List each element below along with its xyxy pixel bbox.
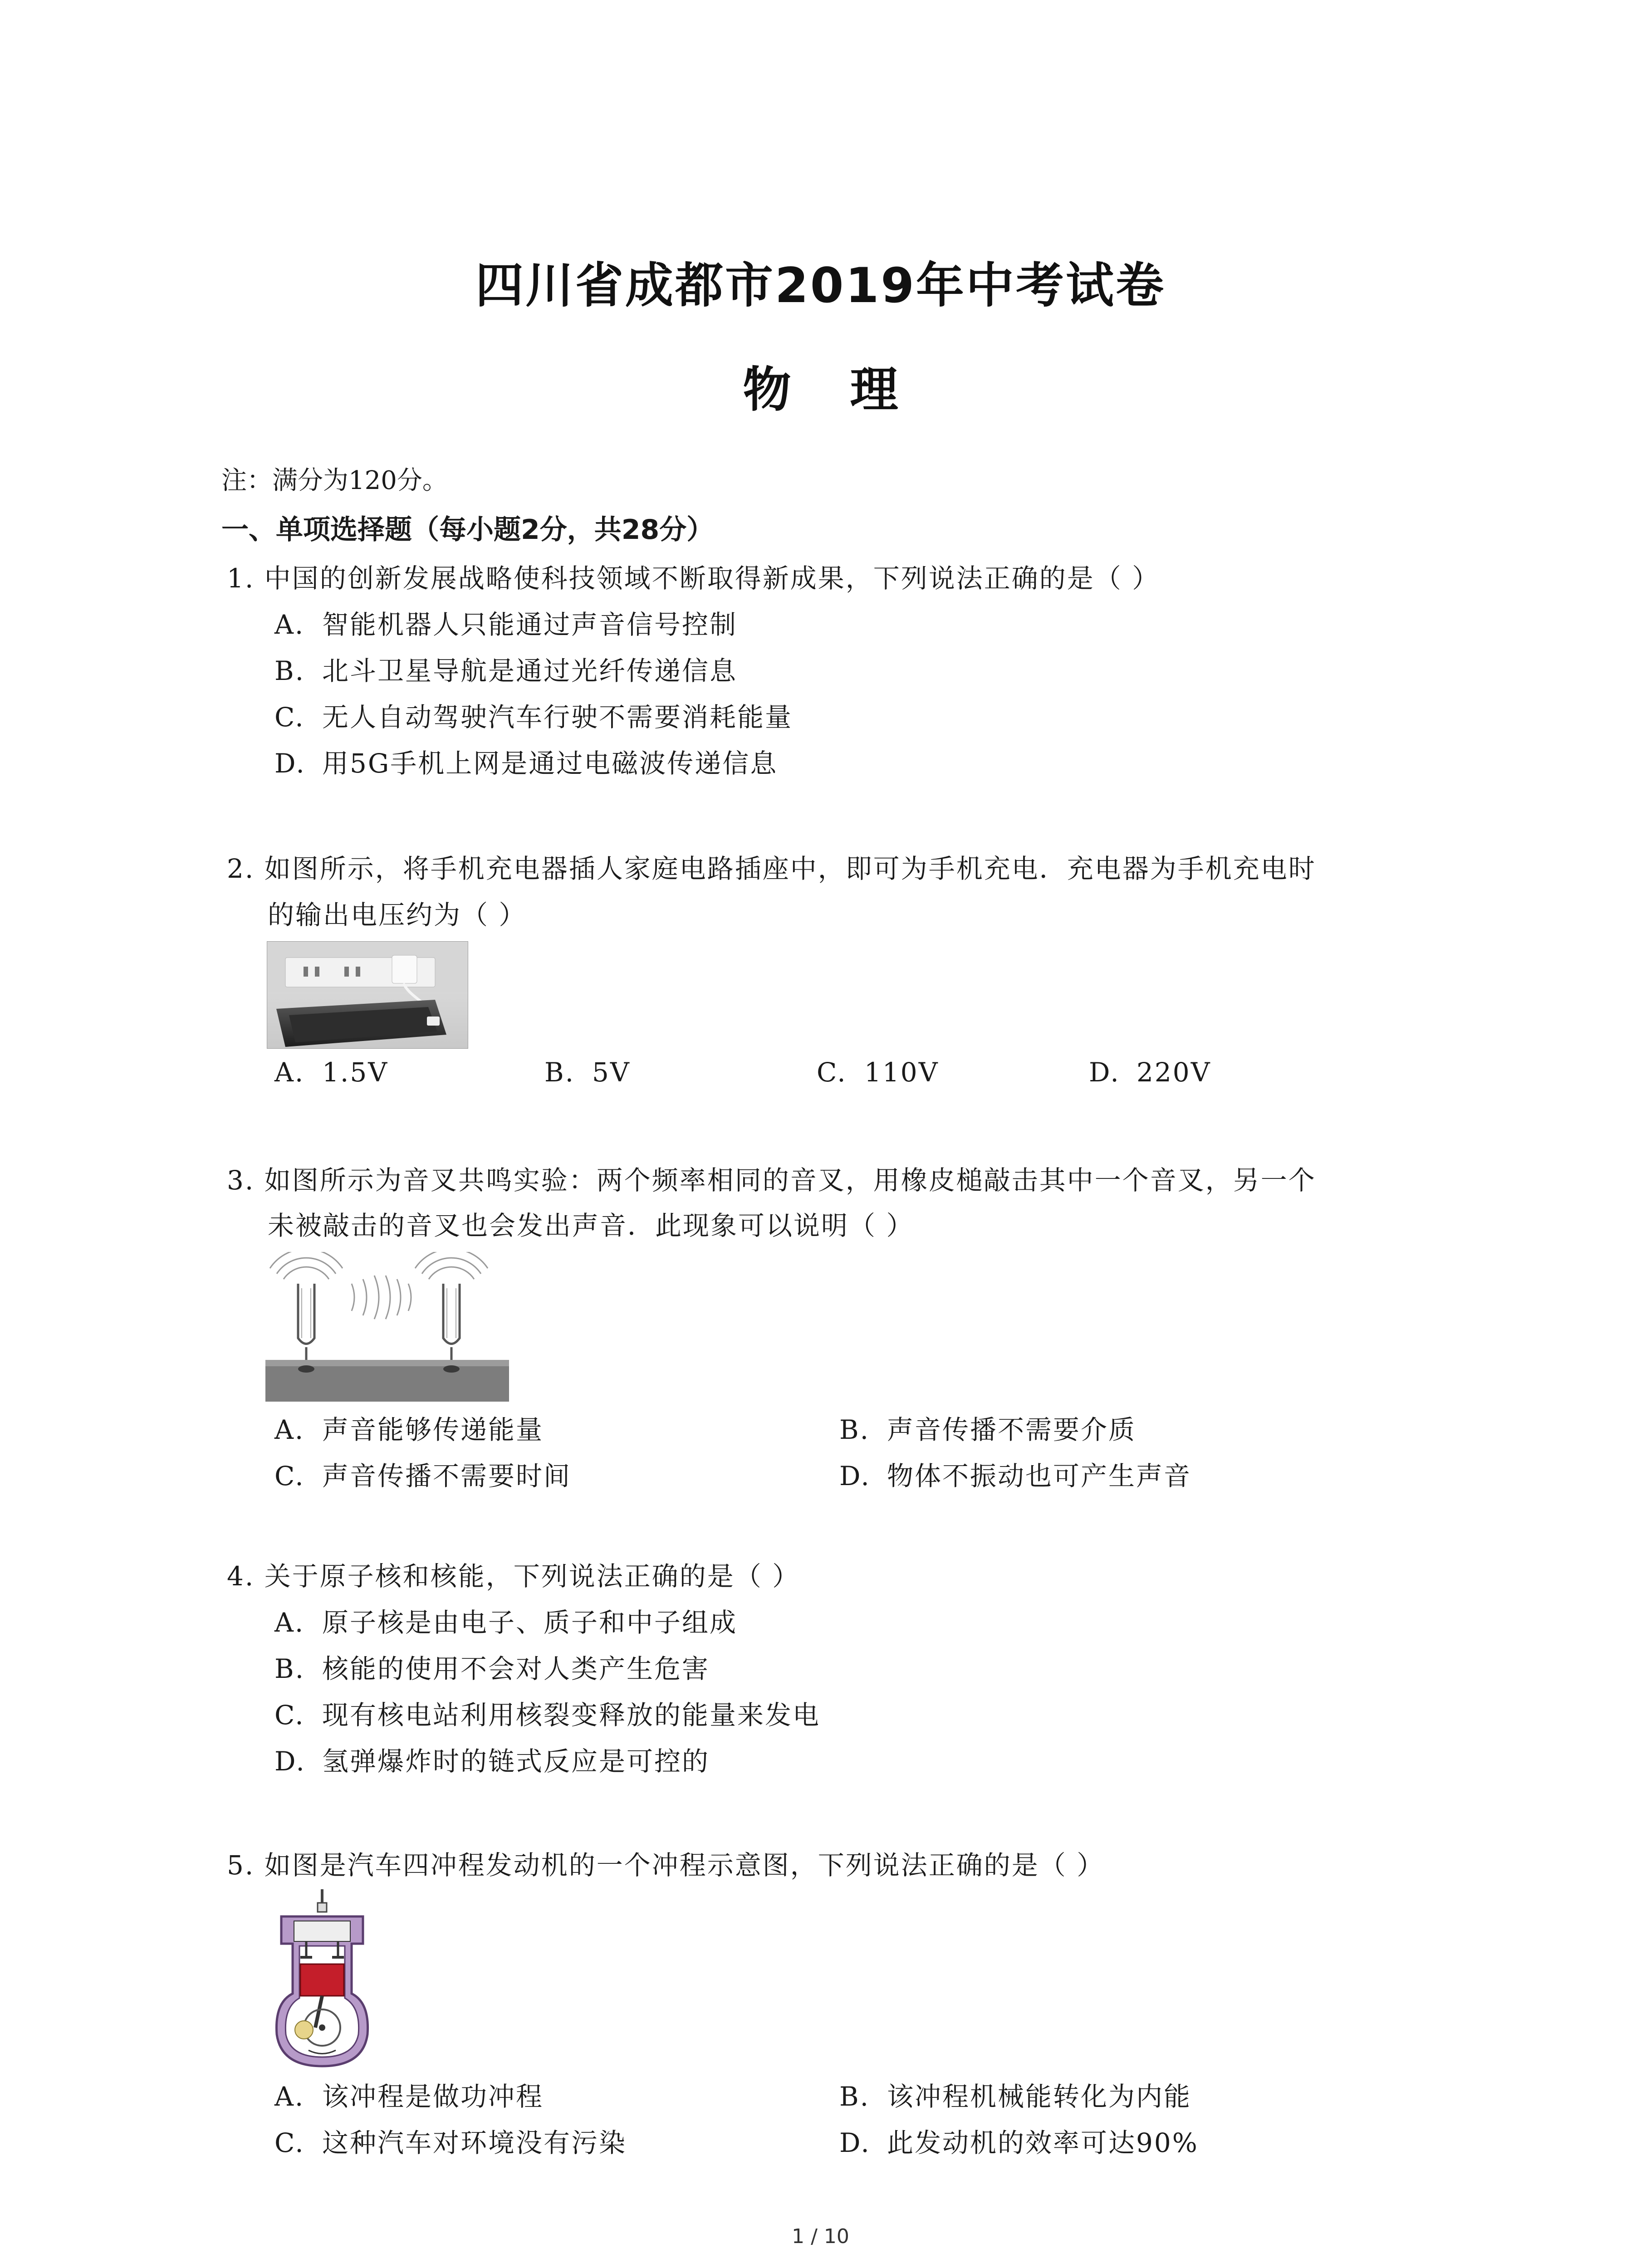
question-4-option-a: A. 原子核是由电子、质子和中子组成: [274, 1607, 738, 1638]
question-2-option-b: B. 5V: [544, 1057, 631, 1088]
question-3-option-d: D. 物体不振动也可产生声音: [839, 1461, 1192, 1491]
phone-charger-figure: [267, 941, 468, 1049]
score-note: 注：满分为120分。: [221, 466, 448, 495]
question-1-option-d: D. 用5G手机上网是通过电磁波传递信息: [274, 748, 778, 779]
question-4-stem: 4. 关于原子核和核能，下列说法正确的是（ ）: [227, 1561, 800, 1592]
question-5-option-b: B. 该冲程机械能转化为内能: [839, 2081, 1192, 2112]
question-1-option-c: C. 无人自动驾驶汽车行驶不需要消耗能量: [274, 702, 793, 733]
question-3-option-c: C. 声音传播不需要时间: [274, 1461, 572, 1491]
question-3-option-b: B. 声音传播不需要介质: [839, 1414, 1136, 1445]
question-2-stem-line2: 的输出电压约为（ ）: [268, 899, 527, 930]
engine-stroke-figure: [272, 1889, 372, 2071]
question-1-stem: 1. 中国的创新发展战略使科技领域不断取得新成果，下列说法正确的是（ ）: [227, 563, 1160, 594]
question-3-option-a: A. 声音能够传递能量: [274, 1414, 544, 1445]
question-3-stem-line2: 未被敲击的音叉也会发出声音．此现象可以说明（ ）: [268, 1210, 914, 1241]
question-1-option-b: B. 北斗卫星导航是通过光纤传递信息: [274, 655, 738, 686]
question-5-option-a: A. 该冲程是做功冲程: [274, 2081, 544, 2112]
question-3-stem-line1: 3. 如图所示为音叉共鸣实验：两个频率相同的音叉，用橡皮槌敲击其中一个音叉，另一个: [227, 1165, 1316, 1196]
exam-title: 四川省成都市2019年中考试卷: [475, 258, 1166, 313]
question-2-option-a: A. 1.5V: [274, 1057, 389, 1088]
question-2-option-c: C. 110V: [817, 1057, 939, 1088]
subject-title: 物理: [743, 362, 957, 418]
question-4-option-b: B. 核能的使用不会对人类产生危害: [274, 1653, 710, 1684]
question-4-option-c: C. 现有核电站利用核裂变释放的能量来发电: [274, 1700, 821, 1730]
page-number: 1 / 10: [792, 2225, 849, 2248]
question-4-option-d: D. 氢弹爆炸时的链式反应是可控的: [274, 1746, 710, 1777]
tuning-fork-figure: [265, 1252, 509, 1402]
question-5-option-c: C. 这种汽车对环境没有污染: [274, 2127, 627, 2158]
question-5-stem: 5. 如图是汽车四冲程发动机的一个冲程示意图，下列说法正确的是（ ）: [227, 1850, 1105, 1881]
question-2-stem-line1: 2. 如图所示，将手机充电器插人家庭电路插座中，即可为手机充电．充电器为手机充电时: [227, 853, 1316, 884]
question-2-option-d: D. 220V: [1089, 1057, 1211, 1088]
question-1-option-a: A. 智能机器人只能通过声音信号控制: [274, 609, 738, 640]
question-5-option-d: D. 此发动机的效率可达90%: [839, 2127, 1199, 2158]
section-heading: 一、单项选择题（每小题2分，共28分）: [221, 514, 714, 546]
